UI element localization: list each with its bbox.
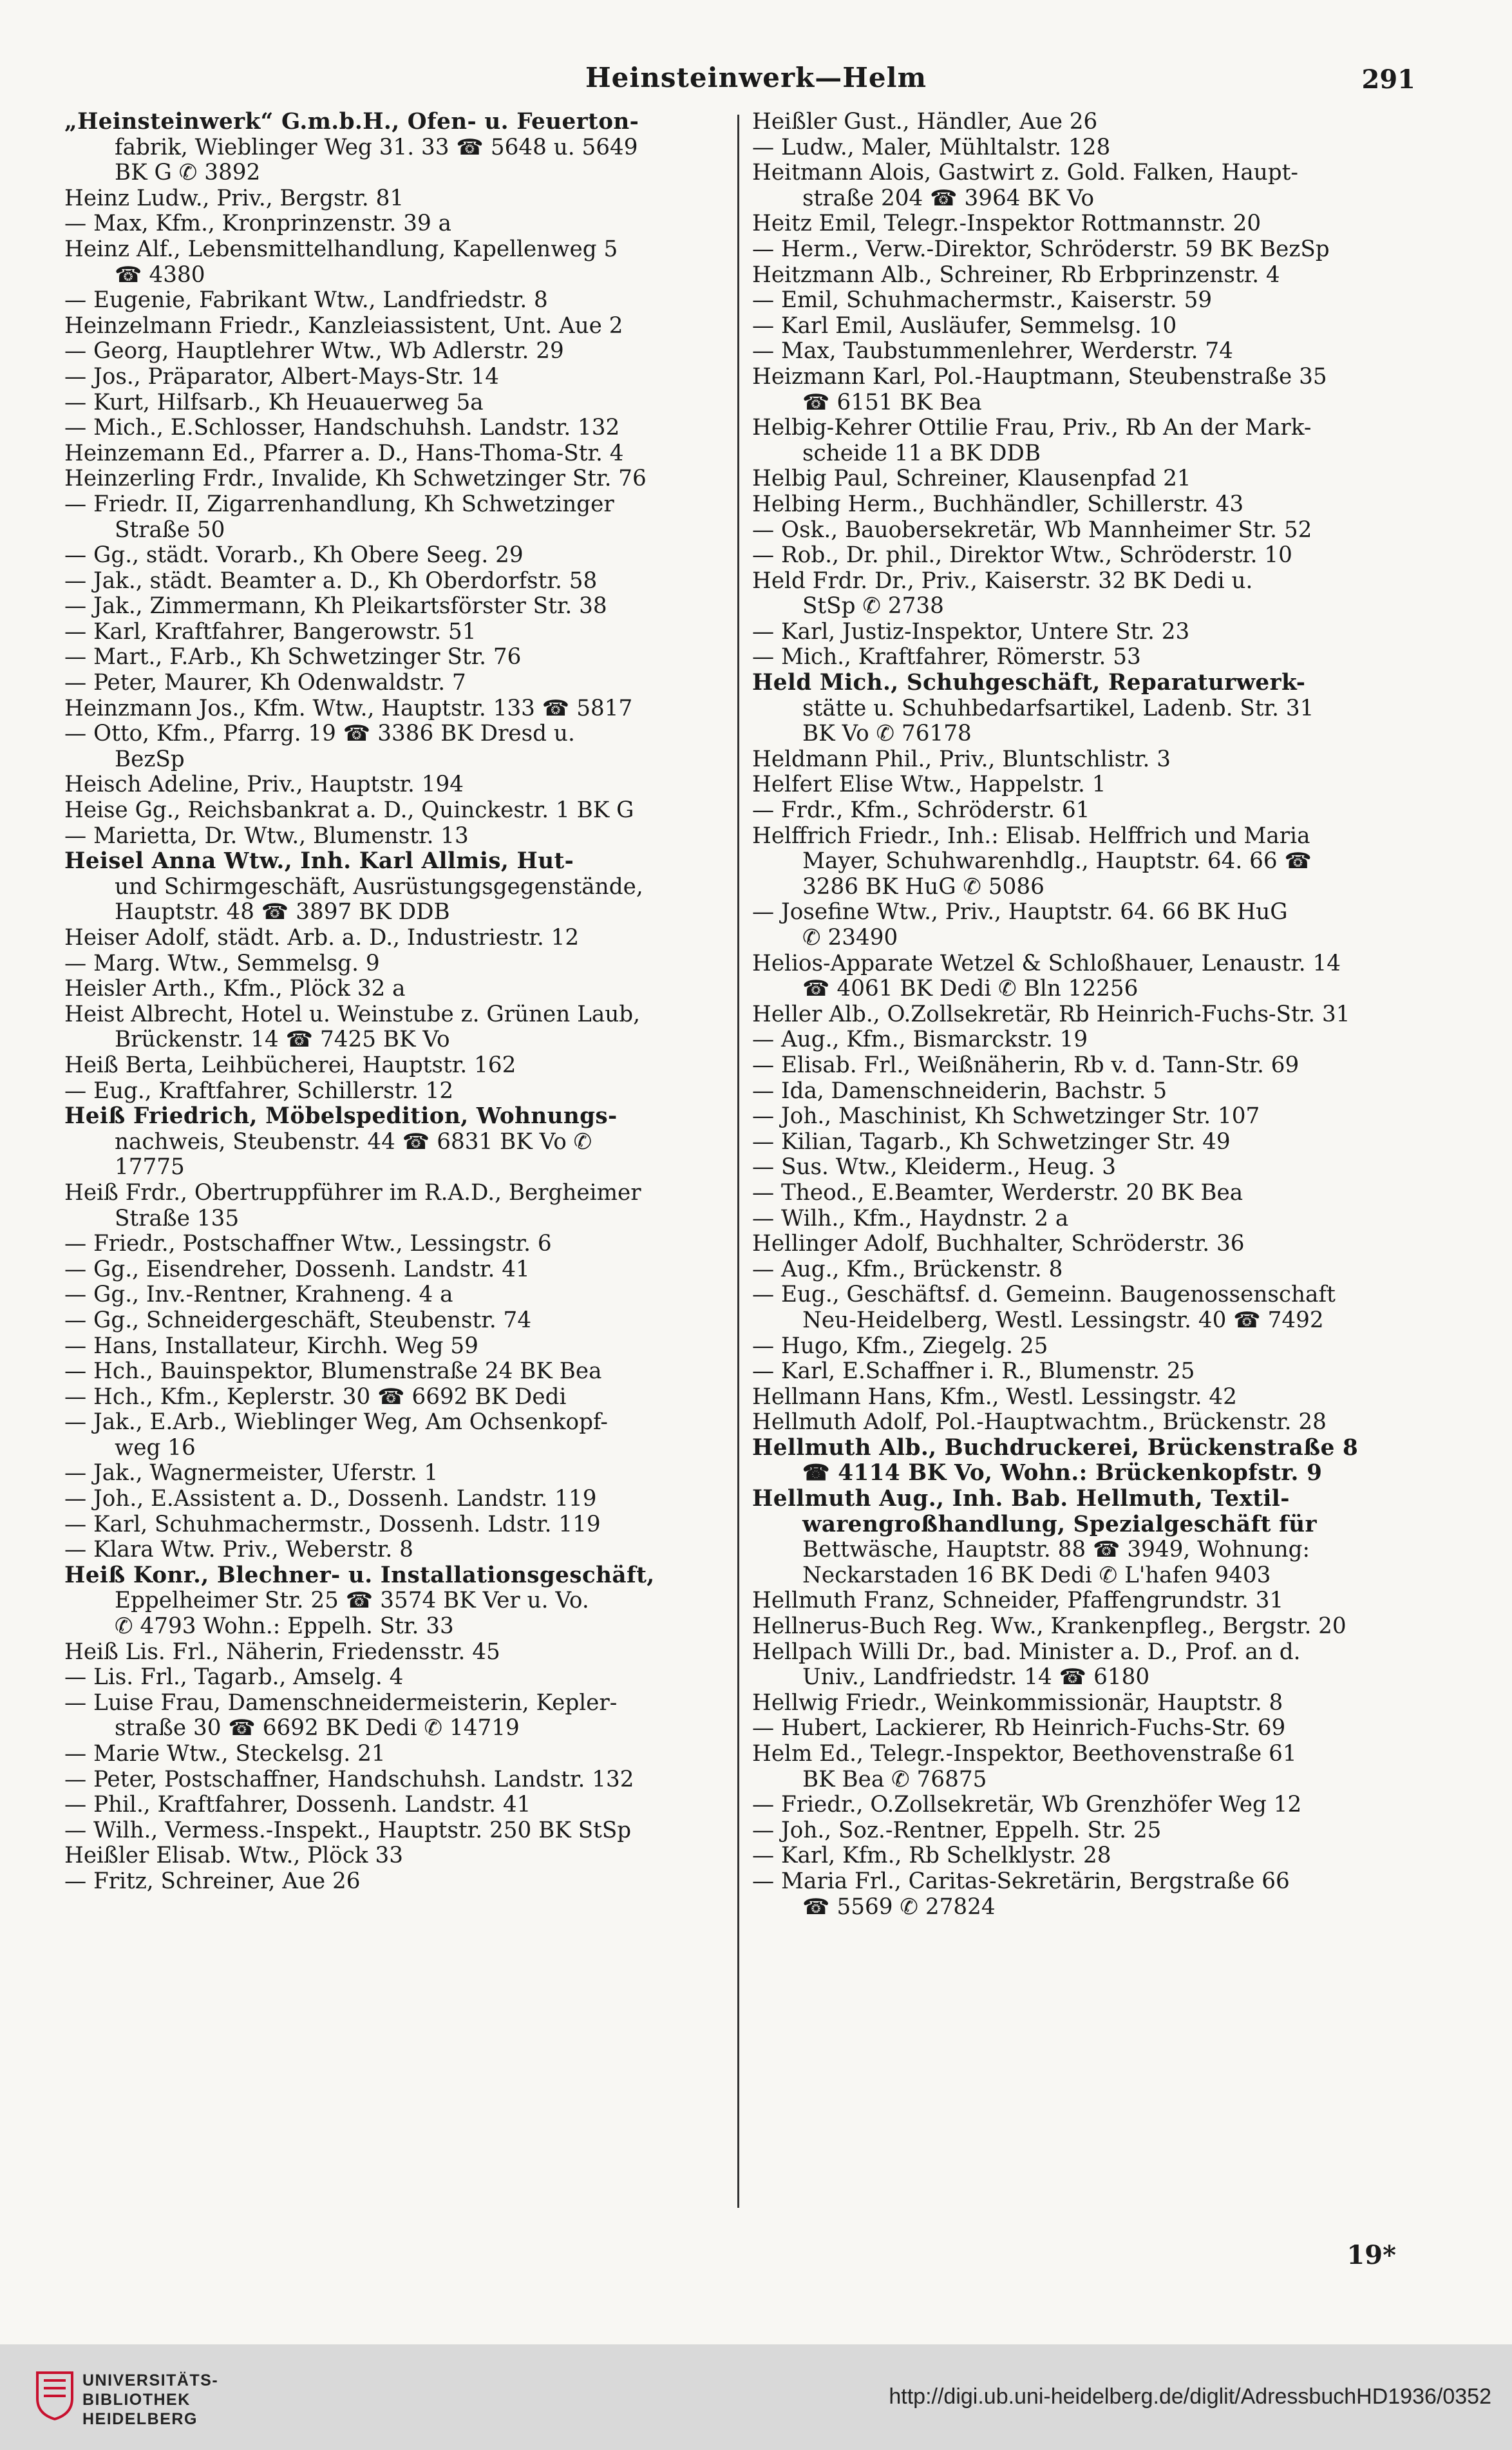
- running-head: [0, 62, 1512, 100]
- directory-entry-line: — Osk., Bauobersekretär, Wb Mannheimer Str. 52: [752, 517, 1312, 543]
- directory-entry-line: — Eug., Geschäftsf. d. Gemeinn. Baugenossenschaft: [752, 1282, 1336, 1308]
- directory-entry-line: Heiß Frdr., Obertruppführer im R.A.D., Bergheimer: [64, 1180, 641, 1206]
- directory-entry-line: — Gg., Schneidergeschäft, Steubenstr. 74: [64, 1307, 532, 1333]
- footer-bar: [0, 2344, 1512, 2450]
- directory-entry-line: Heinz Ludw., Priv., Bergstr. 81: [64, 185, 404, 211]
- directory-entry-line: Heizmann Karl, Pol.-Hauptmann, Steubenstraße 35: [752, 364, 1327, 390]
- directory-entry-line: Mayer, Schuhwarenhdlg., Hauptstr. 64. 66 ☎: [802, 849, 1312, 875]
- directory-entry-line: Heller Alb., O.Zollsekretär, Rb Heinrich-Fuchs-Str. 31: [752, 1002, 1350, 1027]
- directory-entry-line: — Peter, Postschaffner, Handschuhsh. Landstr. 132: [64, 1767, 634, 1792]
- directory-entry-line: Heiß Berta, Leihbücherei, Hauptstr. 162: [64, 1052, 516, 1078]
- directory-entry-line: stätte u. Schuhbedarfsartikel, Ladenb. Str. 31: [802, 696, 1314, 721]
- directory-entry-line: Straße 135: [115, 1206, 240, 1231]
- directory-entry-line: — Ida, Damenschneiderin, Bachstr. 5: [752, 1078, 1167, 1104]
- directory-entry-line: — Mart., F.Arb., Kh Schwetzinger Str. 76: [64, 645, 522, 670]
- directory-entry-line: — Karl, Schuhmachermstr., Dossenh. Ldstr. 119: [64, 1512, 601, 1537]
- directory-entry-line: — Peter, Maurer, Kh Odenwaldstr. 7: [64, 670, 466, 696]
- directory-entry-line: — Marg. Wtw., Semmelsg. 9: [64, 951, 380, 976]
- directory-entry-line: — Ludw., Maler, Mühltalstr. 128: [752, 135, 1111, 160]
- directory-entry-line: — Joh., E.Assistent a. D., Dossenh. Landstr. 119: [64, 1486, 597, 1512]
- directory-entry-line: Helfert Elise Wtw., Happelstr. 1: [752, 772, 1106, 798]
- directory-entry-line: Hellmuth Alb., Buchdruckerei, Brückenstraße 8: [752, 1435, 1359, 1461]
- directory-entry-line: — Friedr., O.Zollsekretär, Wb Grenzhöfer Weg 12: [752, 1792, 1302, 1818]
- directory-entry-line: — Karl, Justiz-Inspektor, Untere Str. 23: [752, 619, 1190, 645]
- directory-entry-line: weg 16: [115, 1435, 196, 1461]
- directory-entry-line: — Kurt, Hilfsarb., Kh Heuauerweg 5a: [64, 390, 484, 415]
- directory-entry-line: — Sus. Wtw., Kleiderm., Heug. 3: [752, 1155, 1117, 1181]
- directory-entry-line: — Phil., Kraftfahrer, Dossenh. Landstr. 41: [64, 1792, 531, 1818]
- directory-entry-line: Helios-Apparate Wetzel & Schloßhauer, Lenaustr. 14: [752, 951, 1341, 976]
- directory-entry-line: — Emil, Schuhmachermstr., Kaiserstr. 59: [752, 288, 1213, 314]
- directory-entry-line: — Max, Kfm., Kronprinzenstr. 39 a: [64, 211, 451, 237]
- directory-entry-line: Hellmuth Adolf, Pol.-Hauptwachtm., Brückenstr. 28: [752, 1410, 1327, 1436]
- directory-entry-line: Heinzmann Jos., Kfm. Wtw., Hauptstr. 133 ☎ 5817: [64, 696, 633, 721]
- directory-entry-line: — Georg, Hauptlehrer Wtw., Wb Adlerstr. 29: [64, 339, 564, 365]
- directory-entry-line: BezSp: [115, 746, 185, 772]
- directory-entry-line: Straße 50: [115, 517, 225, 543]
- directory-entry-line: Heitmann Alois, Gastwirt z. Gold. Falken, Haupt-: [752, 160, 1298, 186]
- directory-entry-line: — Hch., Bauinspektor, Blumenstraße 24 BK Bea: [64, 1359, 602, 1385]
- directory-entry-line: Univ., Landfriedstr. 14 ☎ 6180: [802, 1665, 1150, 1691]
- directory-entry-line: straße 204 ☎ 3964 BK Vo: [802, 185, 1095, 211]
- directory-entry-line: Bettwäsche, Hauptstr. 88 ☎ 3949, Wohnung:: [802, 1537, 1310, 1563]
- directory-entry-line: Hellinger Adolf, Buchhalter, Schröderstr. 36: [752, 1231, 1245, 1257]
- directory-entry-line: Heisel Anna Wtw., Inh. Karl Allmis, Hut-: [64, 849, 574, 875]
- logo-text-line: UNIVERSITÄTS-: [82, 2371, 219, 2389]
- directory-entry-line: 17775: [115, 1155, 185, 1181]
- directory-entry-line: — Aug., Kfm., Brückenstr. 8: [752, 1257, 1063, 1282]
- directory-entry-line: Helbig Paul, Schreiner, Klausenpfad 21: [752, 466, 1191, 492]
- directory-entry-line: — Mich., Kraftfahrer, Römerstr. 53: [752, 645, 1141, 670]
- directory-entry-line: Helbig-Kehrer Ottilie Frau, Priv., Rb An der Mark-: [752, 415, 1312, 441]
- directory-entry-line: Neckarstaden 16 BK Dedi ✆ L'hafen 9403: [802, 1562, 1271, 1588]
- directory-entry-line: — Elisab. Frl., Weißnäherin, Rb v. d. Tann-Str. 69: [752, 1052, 1299, 1078]
- directory-entry-line: — Lis. Frl., Tagarb., Amselg. 4: [64, 1665, 404, 1691]
- directory-entry-line: ☎ 4061 BK Dedi ✆ Bln 12256: [802, 976, 1139, 1002]
- directory-entry-line: — Jos., Präparator, Albert-Mays-Str. 14: [64, 364, 500, 390]
- directory-entry-line: ☎ 6151 BK Bea: [802, 390, 982, 415]
- directory-entry-line: Heist Albrecht, Hotel u. Weinstube z. Grünen Laub,: [64, 1002, 640, 1027]
- directory-entry-line: Heinz Alf., Lebensmittelhandlung, Kapellenweg 5: [64, 236, 618, 262]
- directory-entry-line: — Hch., Kfm., Keplerstr. 30 ☎ 6692 BK Dedi: [64, 1384, 567, 1410]
- directory-entry-line: — Theod., E.Beamter, Werderstr. 20 BK Bea: [752, 1180, 1243, 1206]
- page-number: 291: [1361, 64, 1415, 95]
- directory-entry-line: Heiß Konr., Blechner- u. Installationsgeschäft,: [64, 1562, 655, 1588]
- directory-entry-line: Heitz Emil, Telegr.-Inspektor Rottmannstr. 20: [752, 211, 1262, 237]
- directory-entry-line: Heinzemann Ed., Pfarrer a. D., Hans-Thoma-Str. 4: [64, 441, 624, 466]
- directory-entry-line: fabrik, Wieblinger Weg 31. 33 ☎ 5648 u. 5649: [115, 135, 638, 160]
- directory-entry-line: Hellmuth Franz, Schneider, Pfaffengrundstr. 31: [752, 1588, 1284, 1614]
- directory-entry-line: — Karl, E.Schaffner i. R., Blumenstr. 25: [752, 1359, 1195, 1385]
- directory-entry-line: ☎ 4380: [115, 262, 205, 288]
- directory-entry-line: Helffrich Friedr., Inh.: Elisab. Helffrich und Maria: [752, 823, 1310, 849]
- right-column: [752, 109, 1396, 1920]
- directory-entry-line: — Joh., Maschinist, Kh Schwetzinger Str. 107: [752, 1104, 1260, 1130]
- directory-entry-line: Helm Ed., Telegr.-Inspektor, Beethovenstraße 61: [752, 1742, 1297, 1767]
- directory-entry-line: — Hugo, Kfm., Ziegelg. 25: [752, 1333, 1048, 1359]
- directory-entry-line: Hellmuth Aug., Inh. Bab. Hellmuth, Textil-: [752, 1486, 1290, 1512]
- university-seal-icon: [35, 2370, 75, 2420]
- directory-entry-line: — Gg., städt. Vorarb., Kh Obere Seeg. 29: [64, 543, 524, 569]
- directory-entry-line: — Klara Wtw. Priv., Weberstr. 8: [64, 1537, 413, 1563]
- directory-entry-line: Helbing Herm., Buchhändler, Schillerstr. 43: [752, 491, 1244, 517]
- directory-entry-line: — Friedr. II, Zigarrenhandlung, Kh Schwetzinger: [64, 491, 614, 517]
- directory-entry-line: Held Mich., Schuhgeschäft, Reparaturwerk-: [752, 670, 1306, 696]
- directory-entry-line: Neu-Heidelberg, Westl. Lessingstr. 40 ☎ 7492: [802, 1307, 1324, 1333]
- directory-entry-line: Heitzmann Alb., Schreiner, Rb Erbprinzenstr. 4: [752, 262, 1280, 288]
- directory-entry-line: — Mich., E.Schlosser, Handschuhsh. Landstr. 132: [64, 415, 620, 441]
- directory-entry-line: Held Frdr. Dr., Priv., Kaiserstr. 32 BK Dedi u.: [752, 568, 1253, 594]
- directory-entry-line: — Hans, Installateur, Kirchh. Weg 59: [64, 1333, 478, 1359]
- directory-entry-line: — Jak., städt. Beamter a. D., Kh Oberdorfstr. 58: [64, 568, 598, 594]
- directory-entry-line: — Luise Frau, Damenschneidermeisterin, Kepler-: [64, 1690, 618, 1716]
- directory-entry-line: — Herm., Verw.-Direktor, Schröderstr. 59 BK BezSp: [752, 236, 1330, 262]
- directory-entry-line: Hellmann Hans, Kfm., Westl. Lessingstr. 42: [752, 1384, 1237, 1410]
- directory-entry-line: ✆ 4793 Wohn.: Eppelh. Str. 33: [115, 1614, 454, 1640]
- directory-entry-line: — Jak., Zimmermann, Kh Pleikartsförster Str. 38: [64, 594, 607, 620]
- directory-entry-line: Heiß Lis. Frl., Näherin, Friedensstr. 45: [64, 1639, 500, 1665]
- directory-entry-line: — Wilh., Kfm., Haydnstr. 2 a: [752, 1206, 1069, 1231]
- directory-entry-line: ☎ 4114 BK Vo, Wohn.: Brückenkopfstr. 9: [802, 1461, 1323, 1486]
- directory-entry-line: 3286 BK HuG ✆ 5086: [802, 874, 1044, 900]
- logo-text-line: BIBLIOTHEK: [82, 2391, 191, 2409]
- directory-entry-line: — Kilian, Tagarb., Kh Schwetzinger Str. 49: [752, 1129, 1231, 1155]
- directory-entry-line: Hellpach Willi Dr., bad. Minister a. D., Prof. an d.: [752, 1639, 1301, 1665]
- directory-entry-line: Heinzelmann Friedr., Kanzleiassistent, Unt. Aue 2: [64, 313, 623, 339]
- directory-entry-line: — Karl, Kraftfahrer, Bangerowstr. 51: [64, 619, 477, 645]
- directory-entry-line: BK Bea ✆ 76875: [802, 1767, 987, 1792]
- directory-entry-line: straße 30 ☎ 6692 BK Dedi ✆ 14719: [115, 1716, 520, 1742]
- directory-entry-line: — Gg., Inv.-Rentner, Krahneng. 4 a: [64, 1282, 453, 1308]
- directory-entry-line: — Eugenie, Fabrikant Wtw., Landfriedstr. 8: [64, 288, 548, 314]
- directory-entry-line: — Frdr., Kfm., Schröderstr. 61: [752, 798, 1090, 824]
- directory-entry-line: ✆ 23490: [802, 926, 898, 951]
- directory-entry-line: — Rob., Dr. phil., Direktor Wtw., Schröderstr. 10: [752, 543, 1292, 569]
- directory-entry-line: BK G ✆ 3892: [115, 160, 261, 186]
- directory-entry-line: und Schirmgeschäft, Ausrüstungsgegenstände,: [115, 874, 643, 900]
- directory-entry-line: — Jak., E.Arb., Wieblinger Weg, Am Ochsenkopf-: [64, 1410, 608, 1436]
- directory-entry-line: — Fritz, Schreiner, Aue 26: [64, 1868, 361, 1894]
- directory-entry-line: — Max, Taubstummenlehrer, Werderstr. 74: [752, 339, 1233, 365]
- directory-entry-line: Heißler Gust., Händler, Aue 26: [752, 109, 1098, 135]
- directory-entry-line: nachweis, Steubenstr. 44 ☎ 6831 BK Vo ✆: [115, 1129, 592, 1155]
- directory-entry-line: Brückenstr. 14 ☎ 7425 BK Vo: [115, 1027, 450, 1053]
- directory-entry-line: — Marie Wtw., Steckelsg. 21: [64, 1742, 386, 1767]
- directory-entry-line: — Wilh., Vermess.-Inspekt., Hauptstr. 250 BK StSp: [64, 1818, 632, 1843]
- directory-entry-line: — Maria Frl., Caritas-Sekretärin, Bergstraße 66: [752, 1868, 1290, 1894]
- directory-entry-line: scheide 11 a BK DDB: [802, 441, 1041, 466]
- directory-entry-line: — Marietta, Dr. Wtw., Blumenstr. 13: [64, 823, 469, 849]
- directory-entry-line: Heißler Elisab. Wtw., Plöck 33: [64, 1843, 403, 1869]
- directory-entry-line: — Karl Emil, Ausläufer, Semmelsg. 10: [752, 313, 1177, 339]
- source-url-link[interactable]: http://digi.ub.uni-heidelberg.de/diglit/AdressbuchHD1936/0352: [889, 2384, 1491, 2409]
- directory-entry-line: „Heinsteinwerk“ G.m.b.H., Ofen- u. Feuerton-: [64, 109, 639, 135]
- directory-entry-line: — Gg., Eisendreher, Dossenh. Landstr. 41: [64, 1257, 530, 1282]
- directory-entry-line: Hauptstr. 48 ☎ 3897 BK DDB: [115, 900, 450, 926]
- directory-entry-line: Heinzerling Frdr., Invalide, Kh Schwetzinger Str. 76: [64, 466, 647, 492]
- directory-entry-line: BK Vo ✆ 76178: [802, 721, 972, 747]
- directory-entry-line: — Otto, Kfm., Pfarrg. 19 ☎ 3386 BK Dresd u.: [64, 721, 575, 747]
- directory-entry-line: — Josefine Wtw., Priv., Hauptstr. 64. 66 BK HuG: [752, 900, 1288, 926]
- column-divider: [737, 115, 739, 2208]
- directory-entry-line: Eppelheimer Str. 25 ☎ 3574 BK Ver u. Vo.: [115, 1588, 589, 1614]
- left-column: [64, 109, 708, 1895]
- directory-entry-line: — Hubert, Lackierer, Rb Heinrich-Fuchs-Str. 69: [752, 1716, 1286, 1742]
- signature-mark: 19*: [1347, 2240, 1396, 2270]
- directory-entry-line: Hellnerus-Buch Reg. Ww., Krankenpfleg., Bergstr. 20: [752, 1614, 1347, 1640]
- directory-entry-line: StSp ✆ 2738: [802, 594, 944, 620]
- logo-text-line: HEIDELBERG: [82, 2410, 198, 2428]
- directory-entry-line: — Joh., Soz.-Rentner, Eppelh. Str. 25: [752, 1818, 1162, 1843]
- directory-entry-line: warengroßhandlung, Spezialgeschäft für: [802, 1512, 1317, 1537]
- directory-entry-line: Heiß Friedrich, Möbelspedition, Wohnungs-: [64, 1104, 618, 1130]
- directory-entry-line: ☎ 5569 ✆ 27824: [802, 1894, 996, 1920]
- directory-entry-line: Heldmann Phil., Priv., Bluntschlistr. 3: [752, 746, 1171, 772]
- directory-entry-line: — Jak., Wagnermeister, Uferstr. 1: [64, 1461, 439, 1486]
- directory-entry-line: Heisch Adeline, Priv., Hauptstr. 194: [64, 772, 464, 798]
- directory-entry-line: Heisler Arth., Kfm., Plöck 32 a: [64, 976, 406, 1002]
- directory-entry-line: — Karl, Kfm., Rb Schelklystr. 28: [752, 1843, 1111, 1869]
- running-title: Heinsteinwerk—Helm: [585, 62, 927, 93]
- directory-entry-line: — Friedr., Postschaffner Wtw., Lessingstr. 6: [64, 1231, 552, 1257]
- directory-entry-line: — Eug., Kraftfahrer, Schillerstr. 12: [64, 1078, 454, 1104]
- directory-entry-line: — Aug., Kfm., Bismarckstr. 19: [752, 1027, 1088, 1053]
- directory-entry-line: Hellwig Friedr., Weinkommissionär, Hauptstr. 8: [752, 1690, 1283, 1716]
- directory-entry-line: Heiser Adolf, städt. Arb. a. D., Industriestr. 12: [64, 926, 580, 951]
- directory-entry-line: Heise Gg., Reichsbankrat a. D., Quinckestr. 1 BK G: [64, 798, 634, 824]
